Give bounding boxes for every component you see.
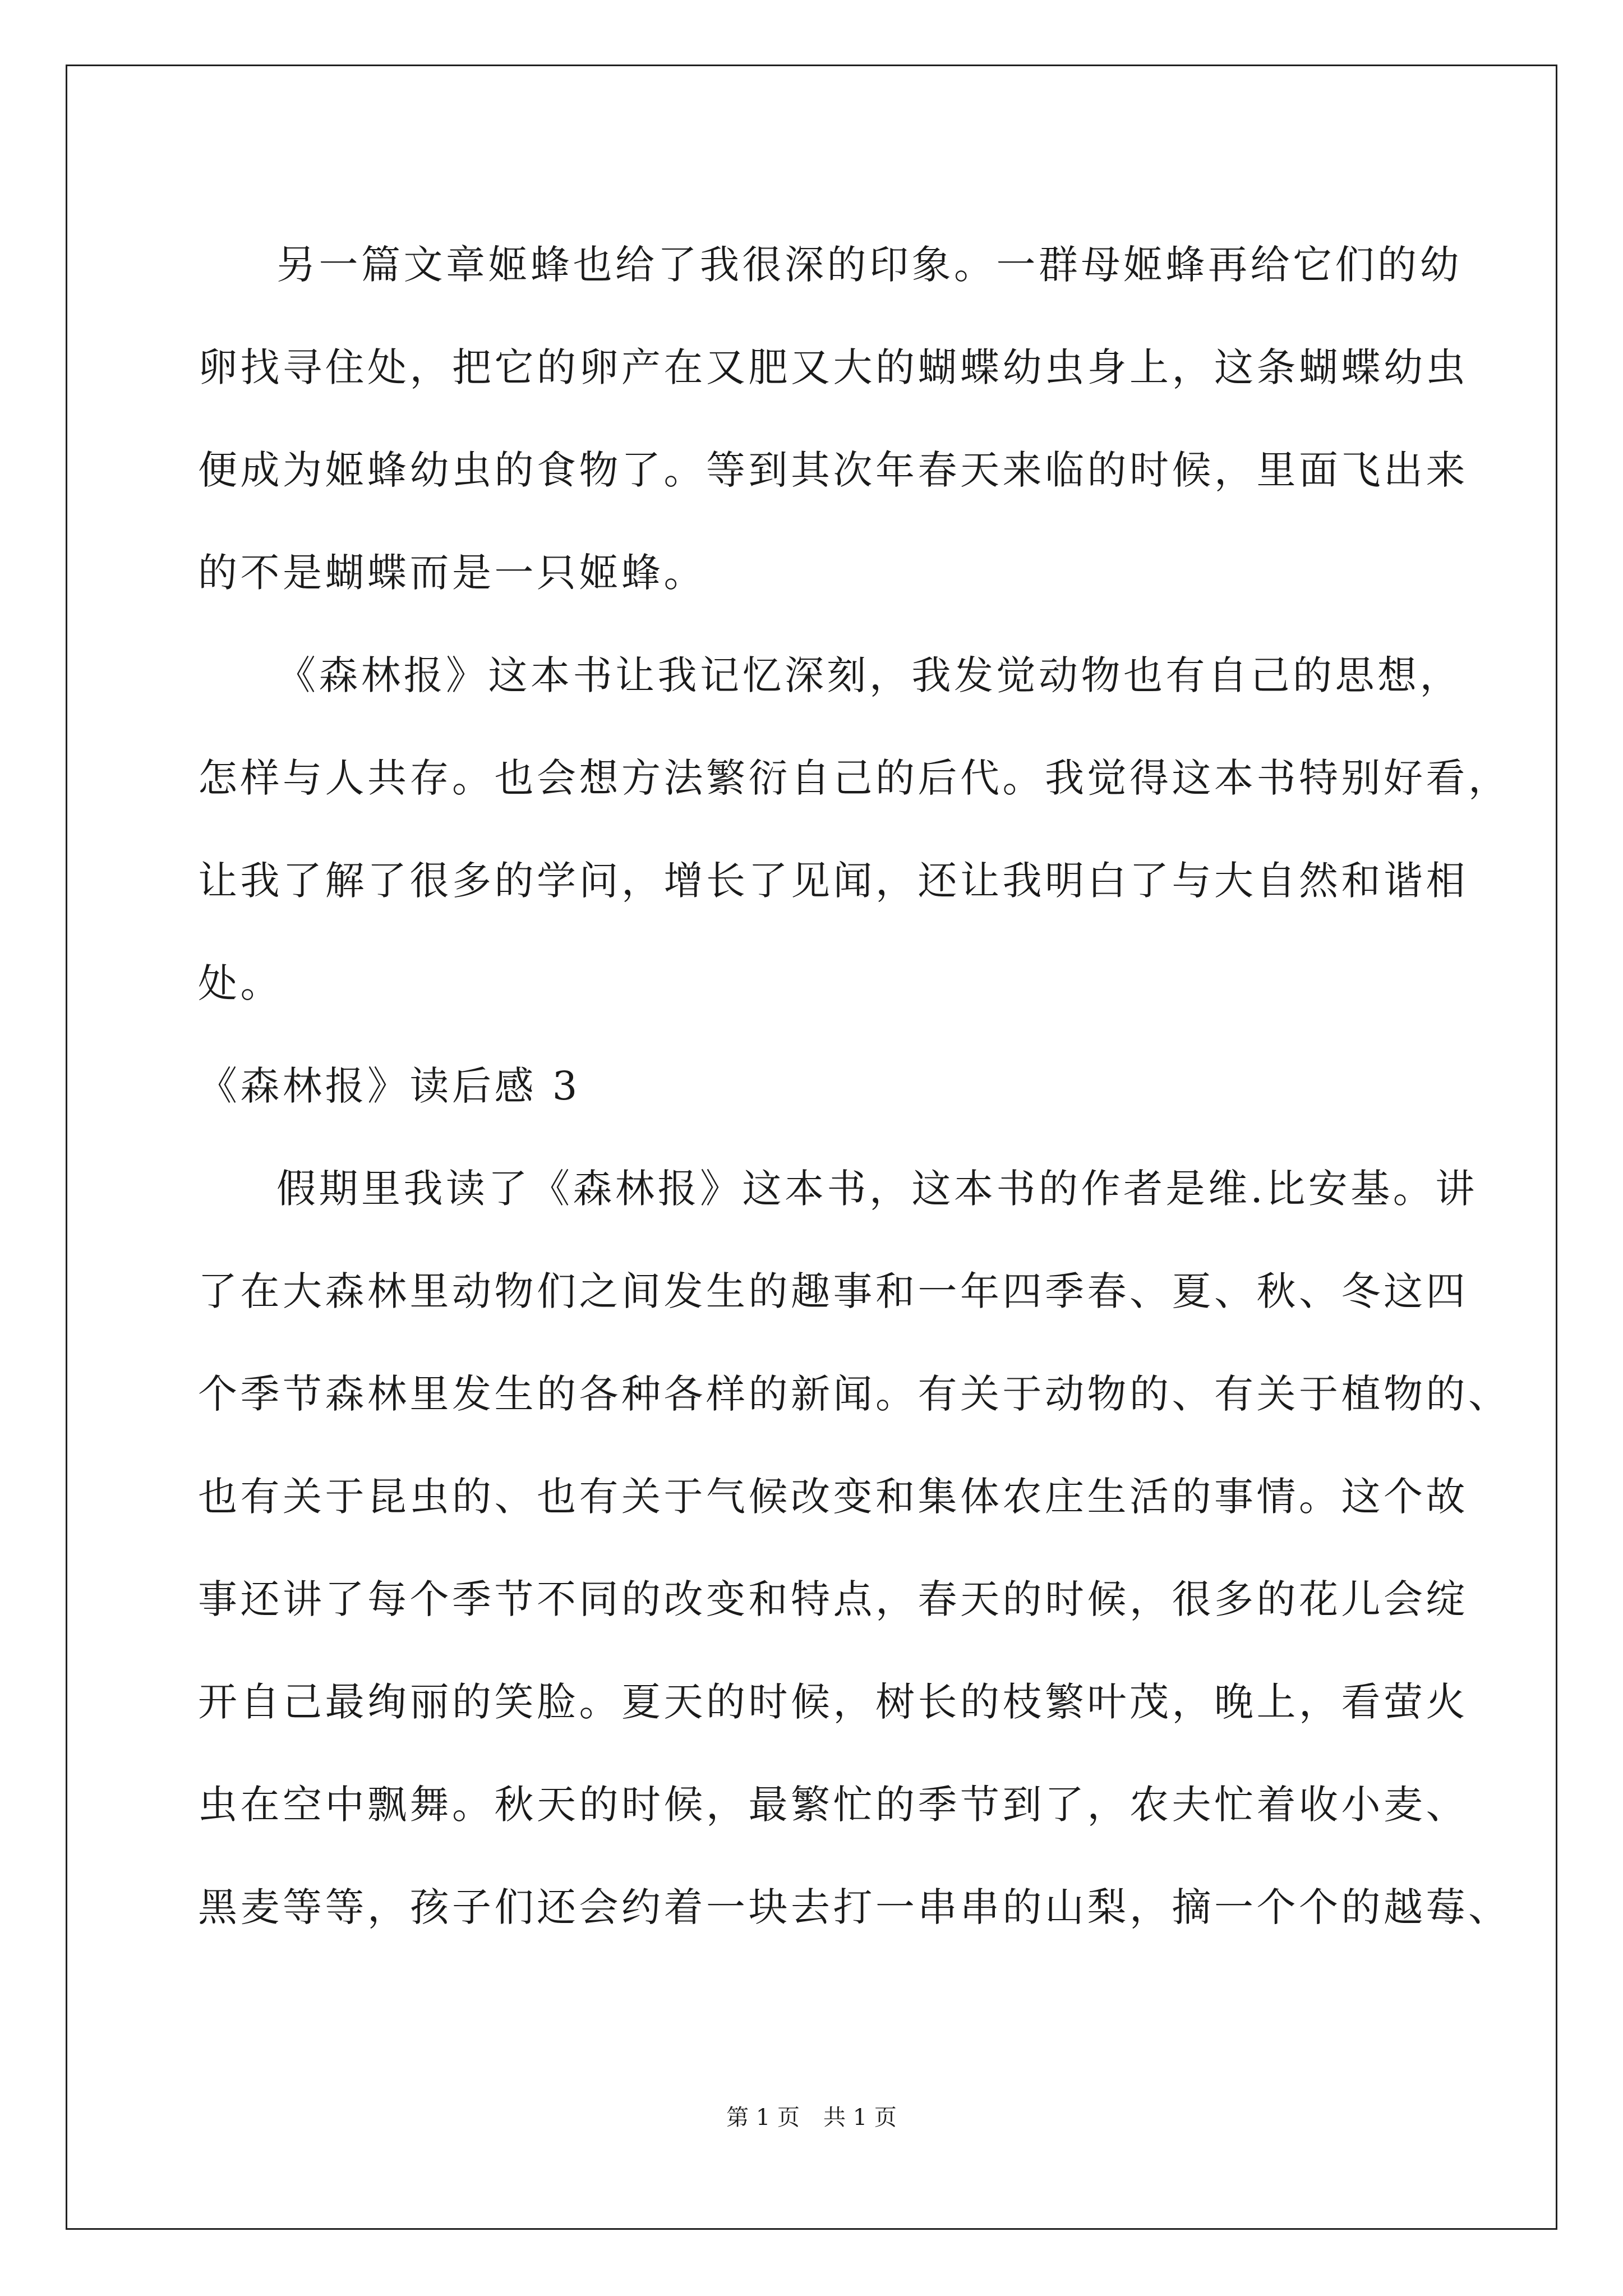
paragraph-line: 了在大森林里动物们之间发生的趣事和一年四季春、夏、秋、冬这四: [198, 1268, 1468, 1314]
paragraph-line: 虫在空中飘舞。秋天的时候，最繁忙的季节到了，农夫忙着收小麦、: [198, 1782, 1468, 1828]
paragraph-line: 个季节森林里发生的各种各样的新闻。有关于动物的、有关于植物的、: [198, 1371, 1511, 1417]
page-total: 共 1 页: [823, 2105, 897, 2131]
section-heading: 《森林报》读后感 3: [198, 1063, 580, 1109]
paragraph-line: 便成为姬蜂幼虫的食物了。等到其次年春天来临的时候，里面飞出来: [198, 447, 1468, 493]
paragraph-line: 另一篇文章姬蜂也给了我很深的印象。一群母姬蜂再给它们的幼: [276, 242, 1462, 288]
paragraph-line: 的不是蝴蝶而是一只姬蜂。: [198, 550, 706, 596]
paragraph-line: 《森林报》这本书让我记忆深刻，我发觉动物也有自己的思想，: [276, 652, 1462, 698]
paragraph-line: 黑麦等等，孩子们还会约着一块去打一串串的山梨，摘一个个的越莓、: [198, 1884, 1511, 1930]
page-footer: [0, 2101, 1623, 2134]
paragraph-line: 让我了解了很多的学问，增长了见闻，还让我明白了与大自然和谐相: [198, 858, 1468, 904]
paragraph-line: 怎样与人共存。也会想方法繁衍自己的后代。我觉得这本书特别好看，: [198, 755, 1511, 801]
page-number: 第 1 页: [726, 2105, 800, 2131]
paragraph-line: 处。: [198, 960, 283, 1006]
document-body: [198, 214, 1511, 1959]
paragraph-line: 也有关于昆虫的、也有关于气候改变和集体农庄生活的事情。这个故: [198, 1474, 1468, 1520]
paragraph-line: 卵找寻住处，把它的卵产在又肥又大的蝴蝶幼虫身上，这条蝴蝶幼虫: [198, 344, 1468, 390]
paragraph-line: 假期里我读了《森林报》这本书，这本书的作者是维.比安基。讲: [276, 1166, 1478, 1212]
paragraph-line: 事还讲了每个季节不同的改变和特点，春天的时候，很多的花儿会绽: [198, 1576, 1468, 1622]
paragraph-line: 开自己最绚丽的笑脸。夏天的时候，树长的枝繁叶茂，晚上，看萤火: [198, 1679, 1468, 1725]
